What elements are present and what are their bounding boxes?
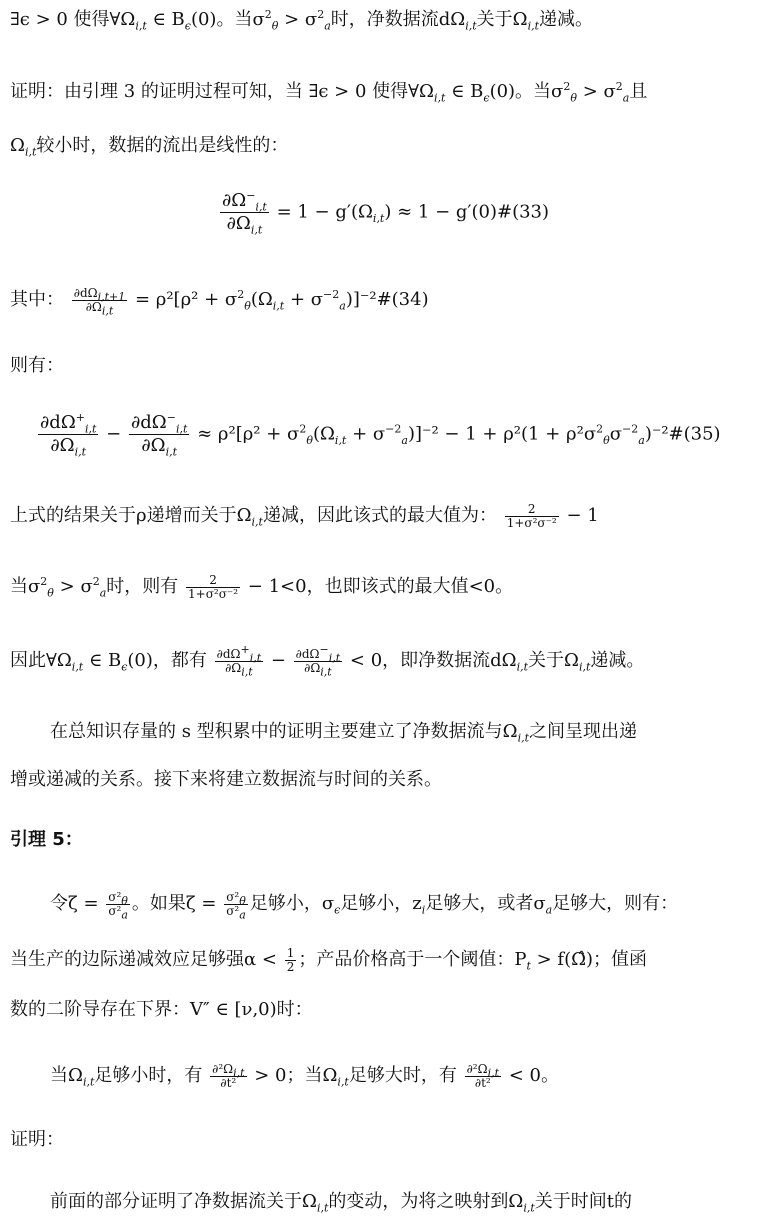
conclusion-line: 因此$\forall\Omega_{i,t}$ ∈ $B_\epsilon(0)$，都有 $\frac{\partial d\Omega^+_{i,t}}{\partial\Omega_{i,t}}$ − $\frac{\partial d\Omega^-_{i,t}}{\partial\Omega_{i,t}}$ < 0，即净数据流$d\Omega_{i,t}$关于$\Omega_{i,t}$递减。 <box>10 642 645 678</box>
second-derivative-fraction-1: $\frac{\partial^2\Omega_{i,t}}{\text{∂t²}}$ <box>212 1061 245 1090</box>
proof-line-1: 证明：由引理 3 的证明过程可知，当 ∃ϵ > 0 使得$\forall\Omega_{i,t}$ ∈ $B_\epsilon(0)$。当$\sigma^2_\theta > \sigma^2_a$且 <box>10 80 648 105</box>
proof-line-2: $\Omega_{i,t}$较小时，数据的流出是线性的： <box>10 135 289 159</box>
eq34-fraction: $\frac{\partial d\Omega_{i,t+1}}{\partial\Omega_{i,t}}$ <box>73 285 126 317</box>
eq33-fraction: $\frac{\partial\Omega^-_{i,t}}{\partial\Omega_{i,t}}$ <box>221 189 267 237</box>
condition-line: 当$\sigma^2_\theta > \sigma^2_a$时，则有 $\frac{2}{\text{1+σ²σ⁻²}}$ − 1<0，也即该式的最大值<0。 <box>10 572 514 601</box>
lemma-5-line-4: 当$\Omega_{i,t}$足够小时，有 $\frac{\partial^2\Omega_{i,t}}{\text{∂t²}}$ > 0；当$\Omega_{i,t}$足够大时，有 $\frac{\partial^2\Omega_{i,t}}{\text{∂t²}}$ < 0。 <box>50 1061 559 1090</box>
conclusion-fraction-1: $\frac{\partial d\Omega^+_{i,t}}{\partial\Omega_{i,t}}$ <box>216 642 262 678</box>
equation-34: 其中： $\frac{\partial d\Omega_{i,t+1}}{\partial\Omega_{i,t}}$ = $\rho^2[\rho^2 + \sigma^2_\theta(\Omega_{i,t}$ + $\sigma^{-2}_a)]^{-2}\#(34)$ <box>10 285 429 317</box>
eq35-fraction-1: $\frac{\partial d\Omega^+_{i,t}}{\partial\Omega_{i,t}}$ <box>40 411 97 459</box>
statement-line: ∃ϵ > 0 使得$\forall\Omega_{i,t}$ ∈ $B_\epsilon(0)$。当$\sigma^2_\theta > \sigma^2_a$时，净数据流$d\Omega_{i,t}$关于$\Omega_{i,t}$递减。 <box>10 8 594 33</box>
lemma-5-line-1: 令ζ = $\frac{\sigma^2_\theta}{\sigma^2_a}$ 。如果ζ = $\frac{\sigma^2_\theta}{\sigma^2_a}$ 足够小，$\sigma_\epsilon$足够小，$z_i$足够大，或者$\sigma_a$足够大，则有： <box>50 889 679 921</box>
lemma-5-line-2: 当生产的边际递减效应足够强α < $\frac{1}{2}$ ；产品价格高于一个阈值：$P_t$ > f(Ω̂)；值函 <box>10 945 648 974</box>
monotonic-line: 上式的结果关于ρ递增而关于$\Omega_{i,t}$递减，因此该式的最大值为： $\frac{2}{\text{1+σ²σ⁻²}}$ − 1 <box>10 501 599 530</box>
alpha-fraction: $\frac{1}{2}$ <box>286 945 295 974</box>
then-line: 则有： <box>10 355 64 376</box>
paragraph-line-2: 增或递减的关系。接下来将建立数据流与时间的关系。 <box>10 769 442 790</box>
eq35-fraction-2: $\frac{\partial d\Omega^-_{i,t}}{\partial\Omega_{i,t}}$ <box>130 411 188 459</box>
conclusion-fraction-2: $\frac{\partial d\Omega^-_{i,t}}{\partial\Omega_{i,t}}$ <box>295 642 341 678</box>
zeta-fraction-1: $\frac{\sigma^2_\theta}{\sigma^2_a}$ <box>108 889 128 921</box>
second-derivative-fraction-2: $\frac{\partial^2\Omega_{i,t}}{\text{∂t²}}$ <box>466 1061 499 1090</box>
condition-fraction: $\frac{2}{\text{1+σ²σ⁻²}}$ <box>188 572 239 601</box>
lemma-5-heading: 引理 5： <box>10 829 83 850</box>
proof-label: 证明： <box>10 1129 64 1150</box>
lemma-5-line-3: 数的二阶导存在下界：V″ ∈ [ν,0)时： <box>10 999 313 1020</box>
paragraph-line-1: 在总知识存量的 s 型积累中的证明主要建立了净数据流与$\Omega_{i,t}$之间呈现出递 <box>50 721 638 745</box>
final-line: 前面的部分证明了净数据流关于$\Omega_{i,t}$的变动，为将之映射到$\Omega_{i,t}$关于时间t的 <box>50 1191 632 1215</box>
max-value-fraction: $\frac{2}{\text{1+σ²σ⁻²}}$ <box>506 501 557 530</box>
zeta-fraction-2: $\frac{\sigma^2_\theta}{\sigma^2_a}$ <box>226 889 246 921</box>
equation-33: $\frac{\partial\Omega^-_{i,t}}{\partial\Omega_{i,t}}$ = $1 - g'(\Omega_{i,t}) \approx 1$ − g′(0)#(33) <box>221 189 550 237</box>
equation-35: $\frac{\partial d\Omega^+_{i,t}}{\partial\Omega_{i,t}}$ − $\frac{\partial d\Omega^-_{i,t}}{\partial\Omega_{i,t}}$ ≈ $\rho^2[\rho^2 + \sigma^2_\theta(\Omega_{i,t} + \sigma^{-2}_a)]^{-2} - 1 + \rho^2(1$ + $\rho^2\sigma^2_\theta\sigma^{-2}_a)^{-2}\#(35)$ <box>40 411 721 459</box>
